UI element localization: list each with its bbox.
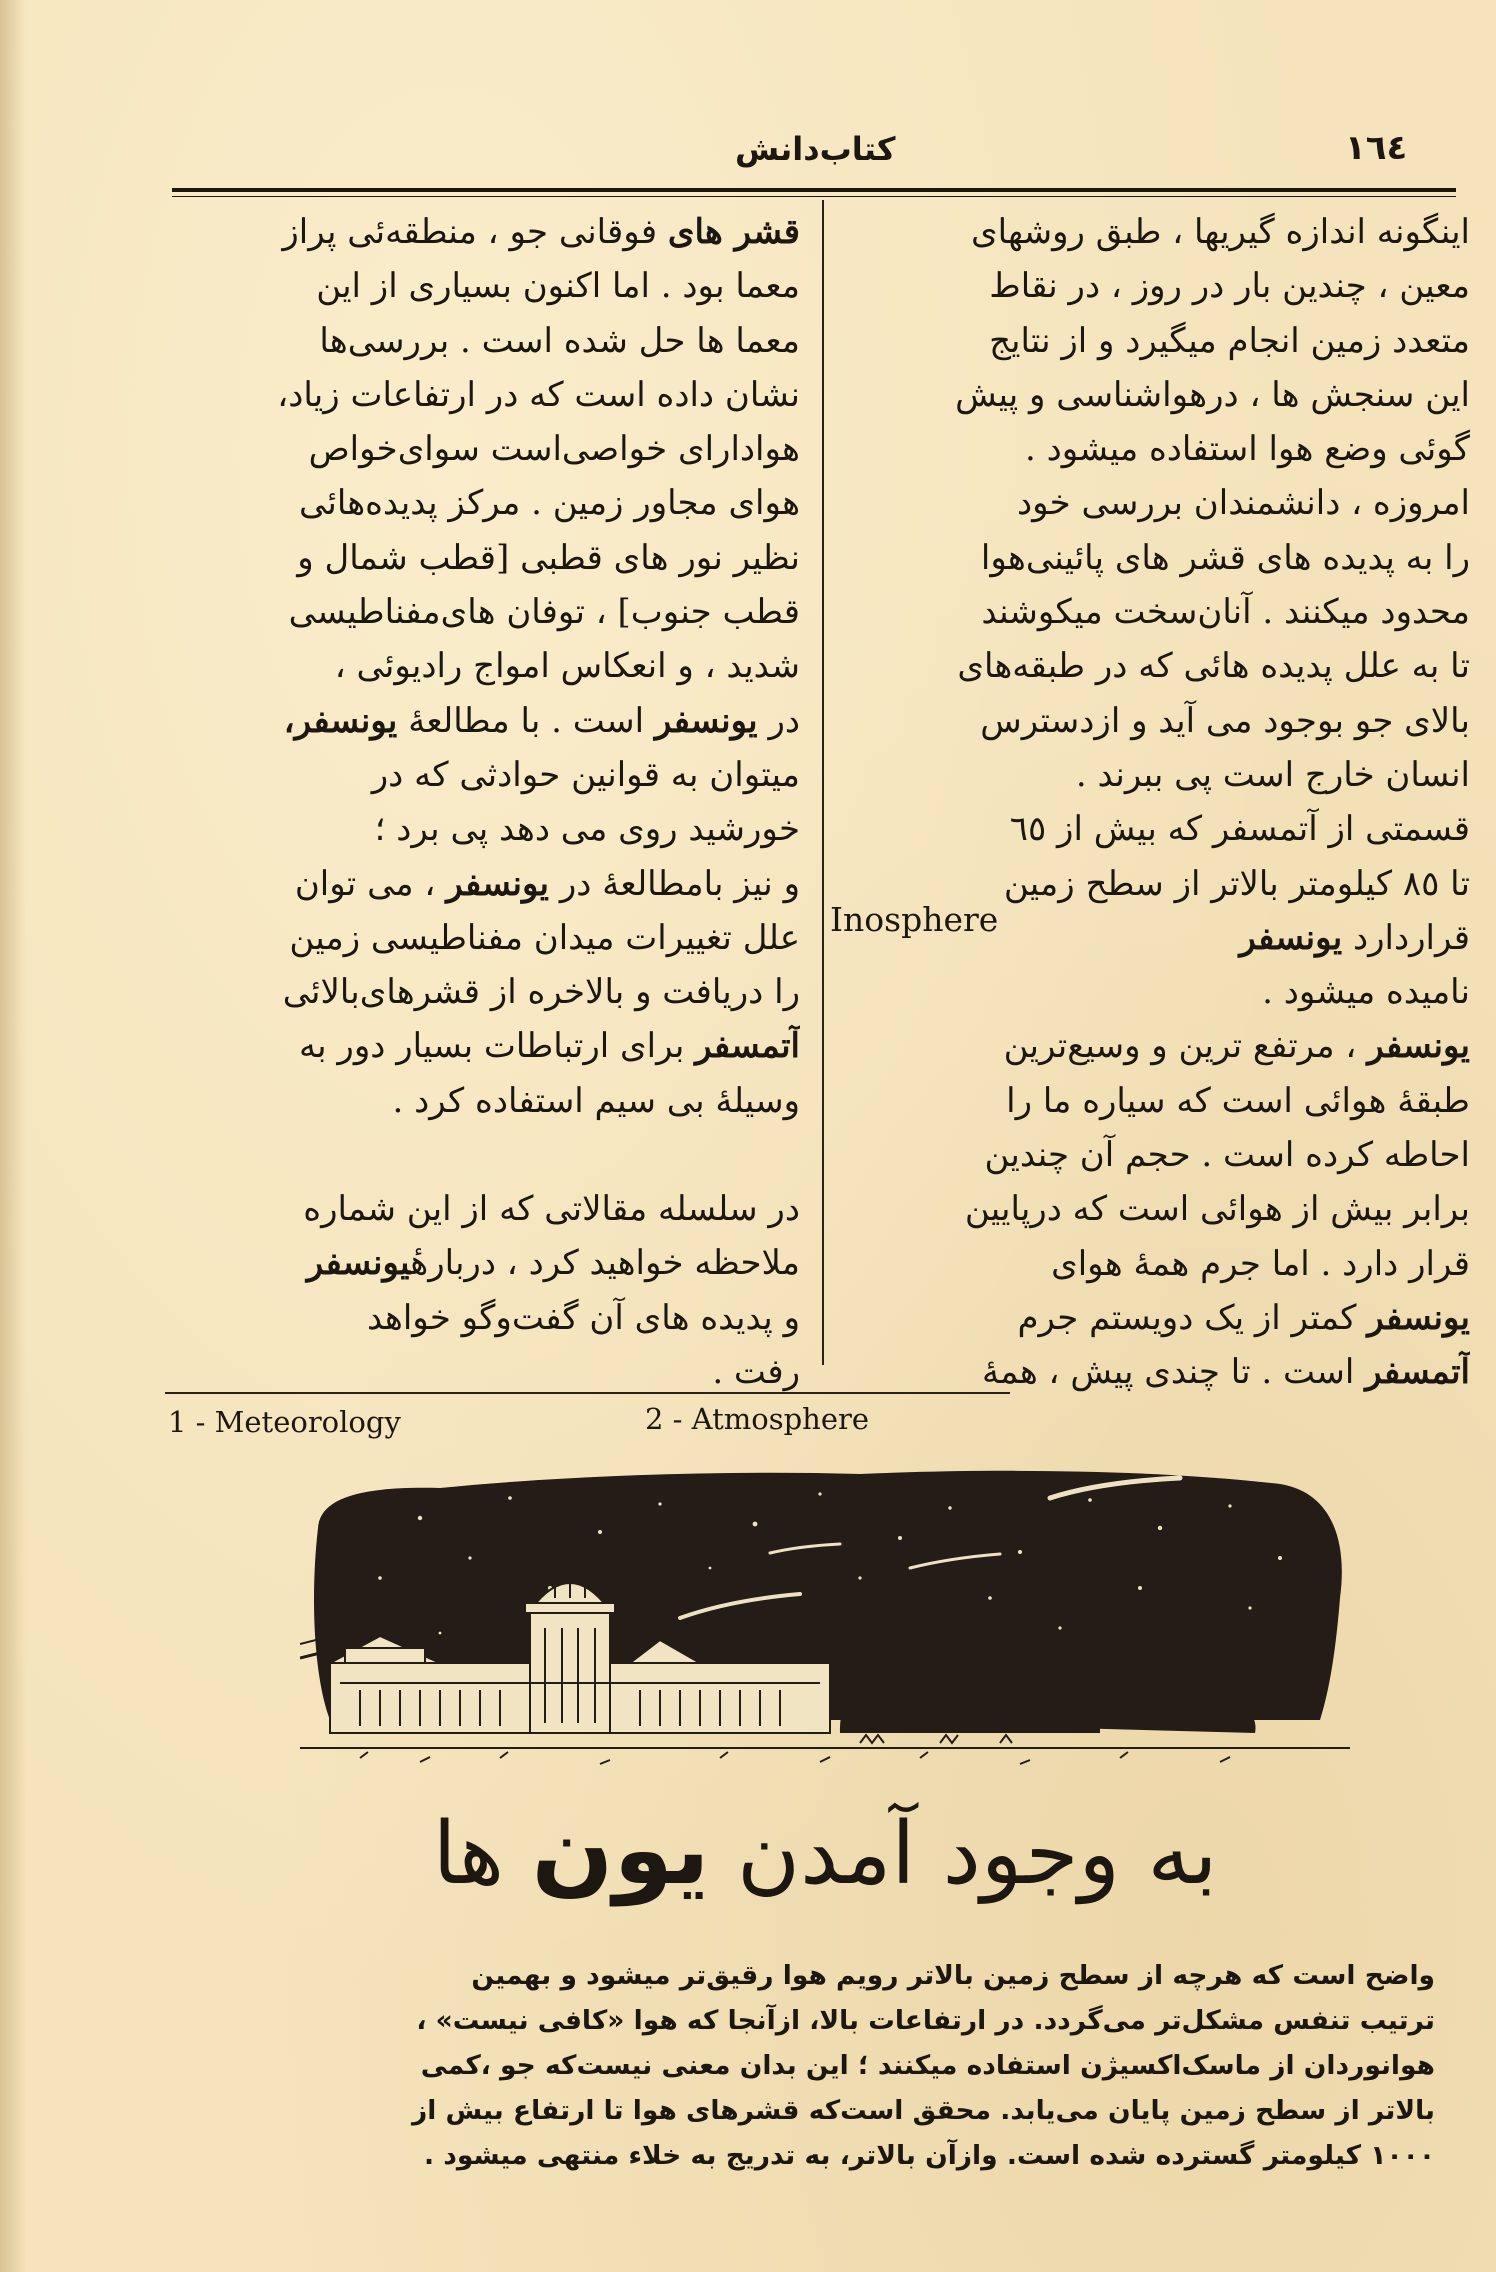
header-rule-thin [172, 196, 1456, 197]
text-line: را دریافت و بالاخره از قشرهای‌بالائی [282, 972, 800, 1013]
text-line: نظیر نور های قطبی [قطب شمال و [297, 537, 800, 578]
text-line: اینگونه اندازه گیریها ، طبق روشهای [971, 212, 1470, 252]
text-line: بالای جو بوجود می آید و ازدسترس [980, 700, 1470, 741]
text-line [825, 1291, 1470, 1345]
text-line: احاطه کرده است . حجم آن چندین [984, 1135, 1470, 1176]
text-line [825, 1019, 1470, 1073]
text-line: قطب جنوب] ، توفان های‌مفناطیسی [288, 592, 800, 633]
text-line: قرار دارد . اما جرم همهٔ هوای [1051, 1243, 1470, 1284]
text-run: و نیز بامطالعهٔ در [559, 863, 800, 904]
text-line: طبقهٔ هوائی است که سیاره ما را [1006, 1080, 1470, 1121]
text-line: انسان خارج است پی ببرند . [1075, 754, 1470, 795]
article-headline [300, 1794, 1350, 1906]
text-line: خورشید روی می دهد پی برد ؛ [374, 809, 800, 850]
footnote-2: 2 - Atmosphere [645, 1402, 870, 1436]
term-ionosphere: یونسفر [306, 1243, 411, 1284]
text-line: متعدد زمین انجام میگیرد و از نتایج [989, 320, 1470, 361]
text-line: وسیلهٔ بی سیم استفاده کرد . [392, 1080, 800, 1121]
headline-part: ها [432, 1804, 505, 1904]
intro-paragraph [255, 1953, 1435, 2178]
term-atmosphere: آتمسفر [695, 1026, 800, 1067]
text-line [150, 1019, 800, 1073]
page-number: ١٦٤ [1345, 128, 1408, 168]
inosphere-term: Inosphere [830, 900, 999, 939]
text-line: علل تغییرات میدان مفناطیسی زمین [289, 917, 800, 958]
text-line [150, 694, 800, 748]
text-line: برابر بیش از هوائی است که درپایین [964, 1189, 1470, 1230]
text-line: ١٠٠٠ کیلومتر گسترده شده است. وازآن بالاتر، به تدریج به خلاء منتهی میشود . [423, 2140, 1435, 2171]
term-layers: قشر های [667, 212, 800, 252]
term-ionosphere: یونسفر [654, 700, 758, 741]
text-run: قراردارد [1352, 917, 1470, 958]
column-divider [822, 200, 824, 1365]
text-line: هوای مجاور زمین . مرکز پدیده‌هائی [299, 483, 800, 524]
term-ionosphere: یونسفر [1239, 917, 1343, 958]
text-line: معین ، چندین بار در روز ، در نقاط [989, 266, 1470, 307]
text-line: امروزه ، دانشمندان بررسی خود [1016, 483, 1470, 524]
term-ionosphere: یونسفر [1367, 1026, 1470, 1067]
text-line: بالاتر از سطح زمین پایان می‌یابد. محقق است‌که قشرهای هوا تا ارتفاع بیش از [411, 2095, 1435, 2126]
term-ionosphere: یونسفر، [283, 700, 398, 741]
column-right [825, 205, 1470, 1400]
paragraph-gap [150, 1128, 800, 1182]
text-line: تا ٨٥ کیلومتر بالاتر از سطح زمین [1003, 863, 1470, 904]
headline-part: به وجود آمدن [737, 1804, 1218, 1904]
text-line: تا به علل پدیده هائی که در طبقه‌های [957, 646, 1470, 687]
text-run: است . با مطالعهٔ [408, 700, 645, 741]
text-line: و پدیده های آن گفت‌وگو خواهد [367, 1297, 800, 1338]
footnote-1: 1 - Meteorology [168, 1405, 401, 1439]
text-run: ، می توان [294, 863, 436, 904]
text-line: در سلسله مقالاتی که از این شماره [303, 1189, 800, 1230]
text-line [150, 205, 800, 259]
text-line: میتوان به قوانین حوادثی که در [371, 754, 800, 795]
text-line: رفت . [712, 1351, 800, 1392]
text-line: این سنجش ها ، درهواشناسی و پیش [955, 374, 1470, 415]
text-line: را به پدیده های قشر های پائینی‌هوا [980, 537, 1470, 578]
text-run: برای ارتباطات بسیار دور به [298, 1026, 685, 1067]
text-line [150, 857, 800, 911]
term-ionosphere: یونسفر [1367, 1297, 1470, 1338]
text-run: است . تا چندی پیش ، همهٔ [981, 1352, 1355, 1393]
text-run: در [768, 700, 800, 741]
text-line: واضح است که هرچه از سطح زمین بالاتر رویم هوا رقیق‌تر میشود و بهمین [471, 1960, 1435, 1991]
text-line: نامیده میشود . [1262, 972, 1470, 1013]
observatory-night-sky-illustration [300, 1458, 1350, 1790]
header-rule [172, 188, 1456, 192]
column-left [150, 205, 800, 1399]
text-line: شدید ، و انعکاس امواج رادیوئی ، [334, 646, 800, 687]
text-line: محدود میکنند . آنان‌سخت میکوشند [981, 592, 1470, 633]
running-title: کتاب‌دانش [735, 130, 896, 168]
term-ionosphere: یونسفر [446, 863, 550, 904]
text-line: ترتیب تنفس مشکل‌تر می‌گردد. در ارتفاعات بالا، ازآنجا که هوا «کافی نیست» ، [416, 2005, 1435, 2036]
term-atmosphere: آتمسفر [1365, 1352, 1470, 1393]
text-line: نشان داده است که در ارتفاعات زیاد، [277, 374, 800, 415]
text-line: معما بود . اما اکنون بسیاری از این [316, 266, 800, 307]
text-line [150, 1236, 800, 1290]
text-run: فوقانی جو ، منطقه‌ئی پراز [282, 212, 658, 252]
headline-bold-word: یون [531, 1794, 710, 1906]
text-line: معما ها حل شده است . بررسی‌ها [319, 320, 800, 361]
text-run: کمتر از یک دویستم جرم [1017, 1297, 1357, 1338]
text-line: هوانوردان از ماسک‌اکسیژن استفاده میکنند ؛ این بدان معنی نیست‌که جو ،کمی [420, 2050, 1435, 2081]
text-line: قسمتی از آتمسفر که بیش از ٦٥ [1009, 809, 1470, 850]
text-line: گوئی وضع هوا استفاده میشود . [1025, 429, 1470, 470]
text-run: ، مرتفع ترین و وسیع‌ترین [1003, 1026, 1357, 1067]
text-run: ملاحظه خواهید کرد ، دربارهٔ [410, 1243, 800, 1284]
text-line: هوادارای خواصی‌است سوای‌خواص [308, 429, 800, 470]
footnote-rule [165, 1392, 1010, 1394]
paper-edge-shadow [0, 0, 26, 2272]
